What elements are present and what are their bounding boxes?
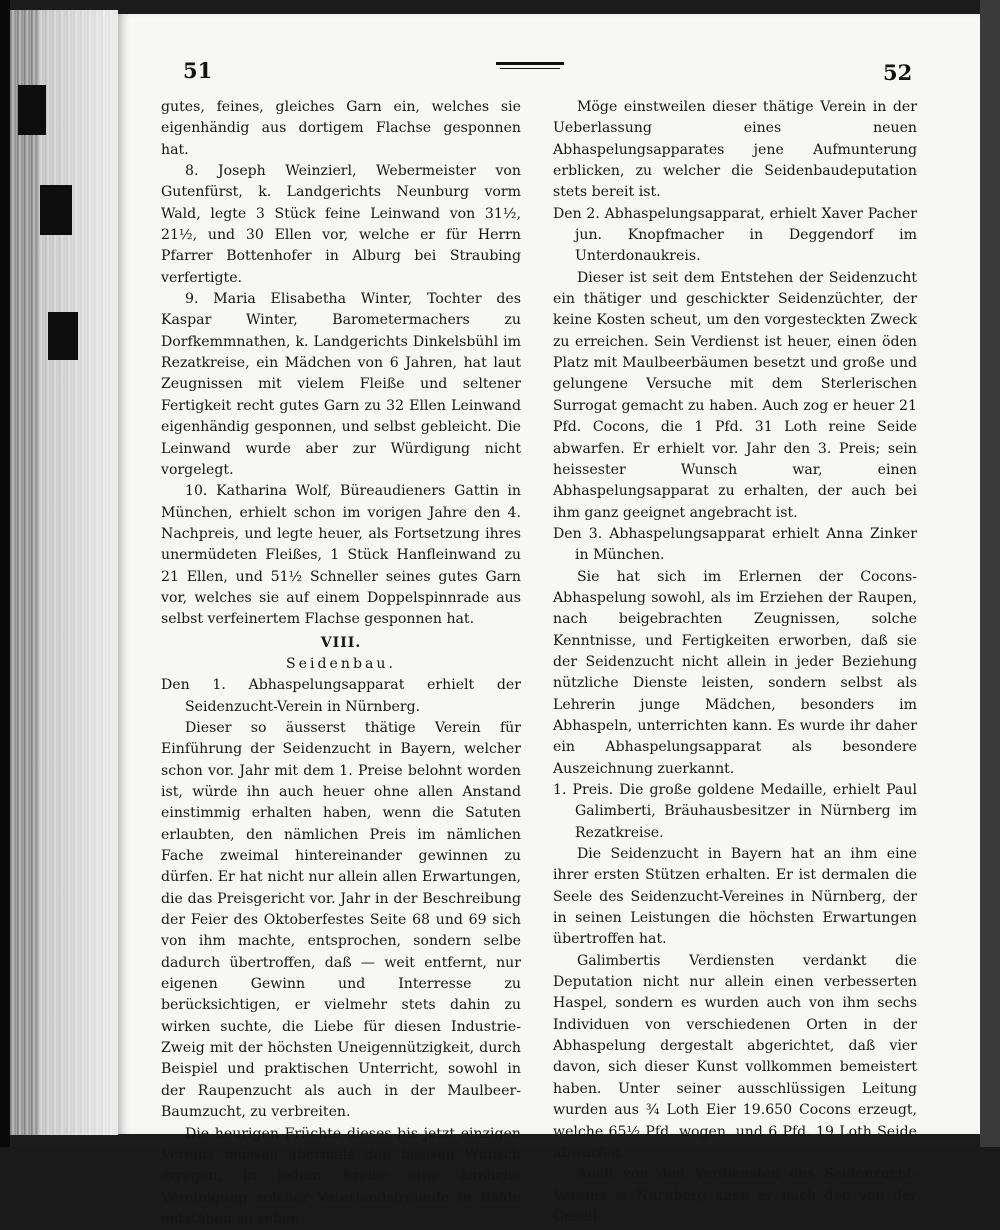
index-tab: [40, 185, 72, 235]
page-number-left: 51: [183, 58, 212, 83]
award-heading-apparatus-1: Den 1. Abhaspelungsapparat erhielt der Seidenzucht-Verein in Nürnberg.: [161, 675, 521, 718]
paragraph: Dieser ist seit dem Entstehen der Seidenzucht ein thätiger und geschickter Seidenzüchter, der keine Kosten scheut, um den vorgesteckten Zweck zu erreichen. Sein Verdienst ist heuer, einen öden Platz mit Maulbeerbäumen besetzt und große und gelungene Versuche mit dem Sterlerischen Surrogat gemacht zu haben. Auch zog er heuer 21 Pfd. Cocons, die 1 Pfd. 31 Loth reine Seide abwarfen. Er erhielt vor. Jahr den 3. Preis; sein heissester Wunsch war, einen Abhaspelungsapparat zu erhalten, der auch bei ihm ganz geeignet angebracht ist.: [553, 268, 917, 524]
paragraph: Galimbertis Verdiensten verdankt die Deputation nicht nur allein einen verbesserten Haspel, sondern es wurden auch von ihm sechs Individuen von verschiedenen Orten in der Abhaspelung dergestalt abgerichtet, daß vier davon, sich dieser Kunst vollkommen bemeistert haben. Unter seiner ausschlüssigen Leitung wurden aus ¾ Loth Eier 19.650 Cocons erzeugt, welche 65½ Pfd. wogen, und 6 Pfd. 19 Loth Seide abwarfen.: [553, 951, 917, 1164]
paragraph: Die heurigen Früchte dieses bis jetzt einzigen Vereins müssen abermals den heissen Wunsch erregen, in jedem Kreise eine ähnliche Vereinigung solcher Vaterlandsfreunde in Bälde entstehen zu sehen.: [161, 1124, 521, 1230]
page-stack-highlight: [38, 10, 118, 1135]
award-entry-10: 10. Katharina Wolf, Büreaudieners Gattin in München, erhielt schon im vorigen Jahre den 4. Nachpreis, und legte heuer, als Fortsetzung ihres unermüdeten Fleißes, 1 Stück Hanfleinwand zu 21 Ellen, und 51½ Schneller seines gutes Garn vor, welches sie auf einem Doppelspinnrade aus selbst verfeinertem Flachse gesponnen hat.: [161, 481, 521, 630]
paragraph: Auch von den Verdiensten des Seidenzucht-Vereins in Nürnberg kann er nach den von der Gesell-: [553, 1164, 917, 1228]
section-number: VIII.: [161, 633, 521, 654]
page-number-right: 52: [883, 60, 912, 85]
award-entry-8: 8. Joseph Weinzierl, Webermeister von Gutenfürst, k. Landgerichts Neunburg vorm Wald, legte 3 Stück feine Leinwand von 31½, 21½, und 30 Ellen vor, welche er für Herrn Pfarrer Bottenhofer in Alburg bei Straubing verfertigte.: [161, 161, 521, 289]
paragraph: Möge einstweilen dieser thätige Verein in der Ueberlassung eines neuen Abhaspelungsapparates jene Aufmunterung erblicken, zu welcher die Seidenbaudeputation stets bereit ist.: [553, 97, 917, 204]
award-entry-9: 9. Maria Elisabetha Winter, Tochter des Kaspar Winter, Barometermachers zu Dorfkemmnathen, k. Landgerichts Dinkelsbühl im Rezatkreise, ein Mädchen von 6 Jahren, hat laut Zeugnissen mit vielem Fleiße und seltener Fertigkeit recht gutes Garn zu 32 Ellen Leinwand eigenhändig gesponnen, und selbst gebleicht. Die Leinwand wurde aber zur Würdigung nicht vorgelegt.: [161, 289, 521, 481]
paragraph-continuation: gutes, feines, gleiches Garn ein, welches sie eigenhändig aus dortigem Flachse gesponnen hat.: [161, 97, 521, 161]
left-text-column: [161, 97, 521, 1230]
section-heading: Seidenbau.: [161, 654, 521, 675]
scan-left-edge: [0, 0, 10, 1147]
paragraph: Dieser so äusserst thätige Verein für Einführung der Seidenzucht in Bayern, welcher schon vor. Jahr mit dem 1. Preise belohnt worden ist, würde ihn auch heuer ohne allen Anstand einstimmig erhalten haben, wenn die Satuten erlaubten, den nämlichen Preis im nämlichen Fache zweimal hintereinander gewinnen zu dürfen. Er hat nicht nur allein allen Erwartungen, die das Preisgericht vor. Jahr in der Beschreibung der Feier des Oktoberfestes Seite 68 und 69 sich von ihm machte, entsprochen, sondern selbe dadurch übertroffen, daß — weit entfernt, nur eigenen Gewinn und Interresse zu berücksichtigen, er vielmehr stets dahin zu wirken suchte, die Liebe für diesen Industrie-Zweig mit der höchsten Uneigennützigkeit, durch Beispiel und praktischen Unterricht, sowohl in der Raupenzucht als auch in der Maulbeer-Baumzucht, zu verbreiten.: [161, 718, 521, 1124]
index-tab: [18, 85, 46, 135]
right-text-column: [553, 97, 917, 1228]
award-heading-apparatus-2: Den 2. Abhaspelungsapparat, erhielt Xaver Pacher jun. Knopfmacher in Deggendorf im Unterdonaukreis.: [553, 204, 917, 268]
paragraph: Die Seidenzucht in Bayern hat an ihm eine ihrer ersten Stützen erhalten. Er ist dermalen die Seele des Seidenzucht-Vereines in Nürnberg, der in seinen Leistungen die höchsten Erwartungen übertroffen hat.: [553, 844, 917, 951]
award-heading-apparatus-3: Den 3. Abhaspelungsapparat erhielt Anna Zinker in München.: [553, 524, 917, 567]
scan-right-edge: [980, 0, 1000, 1147]
index-tab: [48, 312, 78, 360]
paragraph: Sie hat sich im Erlernen der Cocons-Abhaspelung sowohl, als im Erziehen der Raupen, nach beigebrachten Zeugnissen, solche Kenntnisse, und Fertigkeiten erworben, daß sie der Seidenzucht nicht allein in jeder Beziehung nützliche Dienste leisten, sondern selbst als Lehrerin junge Mädchen, besonders im Abhaspeln, unterrichten kann. Es wurde ihr daher ein Abhaspelungsapparat als besondere Auszeichnung zuerkannt.: [553, 567, 917, 780]
award-heading-first-prize: 1. Preis. Die große goldene Medaille, erhielt Paul Galimberti, Bräuhausbesitzer in Nürnberg im Rezatkreise.: [553, 780, 917, 844]
header-rule-ornament: [496, 62, 564, 74]
